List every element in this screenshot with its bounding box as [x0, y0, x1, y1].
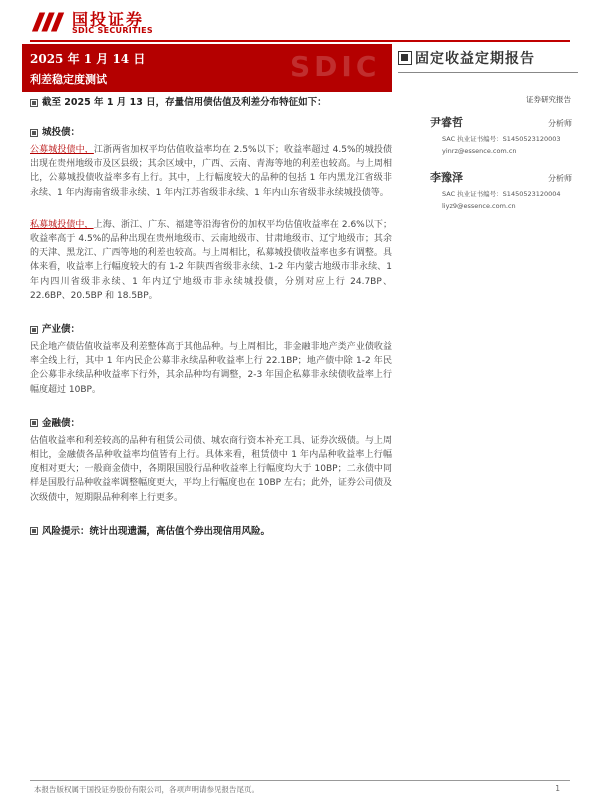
- intro-line: [30, 96, 392, 110]
- report-type: [398, 48, 535, 68]
- analyst-name: 尹睿哲: [430, 116, 463, 129]
- paragraph-lead: 公募城投债中，: [30, 145, 94, 155]
- risk-warning: [30, 523, 392, 537]
- analyst-card: [412, 169, 572, 210]
- paragraph-text: 估值收益率和利差较高的品种有租赁公司债、城农商行资本补充工具、证券次级债。与上周相比，金融债各品种收益率均值皆有上行。具体来看，租赁债中 1 年内品种收益率上行幅度相对更大；一般商金债中，各期限国股行品种收益率上行幅度均大于 10BP；二永债中同样是国股行品种收益率调整幅度更大，平均上行幅度也在 10BP 左右；此外，证券公司债及次级债中，短期限品种利率上行更多。: [30, 435, 392, 503]
- paragraph-text: 江浙两省加权平均估值收益率均在 2.5%以下；收益率超过 4.5%的城投债出现在贵州地级市及区县级；其余区域中，广西、云南、青海等地的利差也较高。与上周相比，公募城投债收益率多有上行。其中，上行幅度较大的品种的包括 1 年内黑龙江省级非永续、1 年内海南省级非永续、1 年内江苏省级非永续、1 年内山东省级非永续城投债等。: [30, 145, 392, 198]
- analyst-sidebar: [412, 95, 572, 224]
- report-date: 2025 年 1 月 14 日: [30, 52, 146, 66]
- report-type-icon: [398, 51, 412, 65]
- analyst-license: SAC 执业证书编号：S1450523120004: [442, 190, 561, 198]
- paragraph: [30, 340, 392, 397]
- section-heading-financial: [30, 415, 392, 429]
- logo-en-text: SDIC SECURITIES: [72, 26, 153, 35]
- sdic-logo-icon: [30, 8, 68, 34]
- section-heading-industrial: [30, 321, 392, 335]
- section-heading-lgfv: [30, 124, 392, 138]
- page-number: 1: [555, 784, 560, 793]
- bullet-box-icon: [30, 129, 38, 137]
- footer-disclaimer: 本报告版权属于国投证券股份有限公司，各项声明请参见报告尾页。: [34, 785, 259, 794]
- logo-cn-text: 国投证券: [72, 10, 145, 29]
- paragraph: [30, 218, 392, 303]
- report-type-divider: [398, 72, 578, 73]
- brand-logo: [30, 8, 68, 34]
- analyst-title: 分析师: [548, 174, 572, 183]
- analyst-email[interactable]: yinrz@essence.com.cn: [442, 147, 517, 155]
- analyst-license: SAC 执业证书编号：S1450523120003: [442, 135, 561, 143]
- bullet-box-icon: [30, 99, 38, 107]
- report-category: 证券研究报告: [526, 95, 571, 104]
- report-subtitle: 利差稳定度测试: [30, 73, 107, 86]
- analyst-name: 李豫泽: [430, 171, 463, 184]
- report-type-label: 固定收益定期报告: [415, 51, 535, 67]
- footer-divider: [30, 780, 570, 781]
- banner-watermark: SDIC: [290, 50, 381, 83]
- analyst-email[interactable]: liyz9@essence.com.cn: [442, 202, 516, 210]
- paragraph: [30, 434, 392, 505]
- intro-text: 截至 2025 年 1 月 13 日，存量信用债估值及利差分布特征如下：: [42, 97, 327, 108]
- section-heading-text: 金融债：: [42, 417, 81, 429]
- section-heading-text: 城投债：: [42, 127, 81, 138]
- title-banner: [22, 44, 392, 92]
- risk-text: 风险提示：统计出现遗漏，高估值个券出现信用风险。: [42, 525, 271, 537]
- analyst-card: [412, 114, 572, 155]
- analyst-title: 分析师: [548, 119, 572, 128]
- bullet-box-icon: [30, 419, 38, 427]
- paragraph-lead: 私募城投债中，: [30, 219, 94, 230]
- paragraph-text: 上海、浙江、广东、福建等沿海省份的加权平均估值收益率在 2.6%以下；收益率高于 4.5%的品种出现在贵州地级市、云南地级市、甘肃地级市、辽宁地级市；其余的天津、黑龙江、广西等地的利差也较高。与上周相比，私募城投债收益率也多有调整。具体来看，收益率上行幅度较大的有 1-2 年陕西省级非永续、1-2 年内蒙古地级市非永续、1 年内四川省级非永续、1 年内辽宁地级市非永续城投债，分别对应上行 24.7BP、22.6BP、20.5BP 和 18.5BP。: [30, 219, 392, 301]
- header-divider: [30, 40, 570, 42]
- bullet-box-icon: [30, 527, 38, 535]
- report-body: [30, 96, 392, 537]
- paragraph: [30, 143, 392, 200]
- section-heading-text: 产业债：: [42, 324, 81, 336]
- paragraph-text: 民企地产债估值收益率及利差整体高于其他品种。与上周相比，非金融非地产类产业债收益率全线上行，其中 1 年内民企公募非永续品种收益率上行 22.1BP；地产债中除 1-2 年民企公募非永续品种收益率下行外，其余品种均有调整，2-3 年国企私募非永续债收益率上行幅度超过 10BP。: [30, 342, 392, 395]
- bullet-box-icon: [30, 326, 38, 334]
